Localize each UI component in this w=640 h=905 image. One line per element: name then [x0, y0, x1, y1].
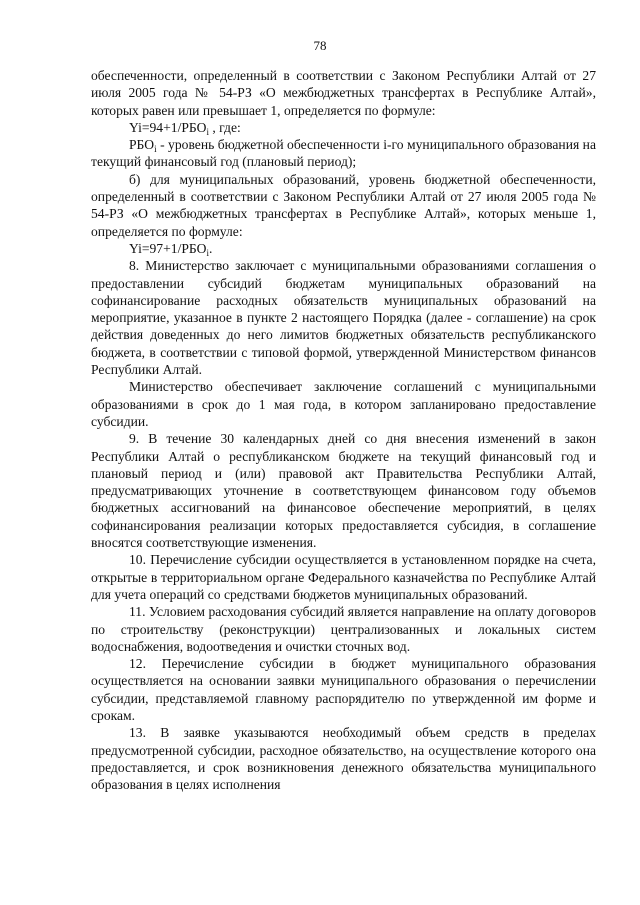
formula-high	[91, 119, 596, 136]
paragraph-12: 12. Перечисление субсидии в бюджет муниципального образования осуществляется на основании заявки муниципального образования о перечислении субсидии, представляемой главному распорядителю по утвержденной им форме и срокам.	[91, 656, 596, 723]
paragraph-8-continued: Министерство обеспечивает заключение соглашений с муниципальными образованиями в срок до 1 мая года, в котором запланировано предоставление субсидии.	[91, 379, 596, 429]
paragraph-11: 11. Условием расходования субсидий является направление на оплату договоров по строительству (реконструкции) централизованных и локальных систем водоснабжения, водоотведения и очистки сточных вод.	[91, 604, 596, 654]
document-body	[91, 67, 596, 793]
paragraph-9: 9. В течение 30 календарных дней со дня внесения изменений в закон Республики Алтай о республиканском бюджете на текущий финансовый год и плановый период и (или) правовой акт Правительства Республики Алтай, предусматривающих уточнение в соответствующем финансовом году объемов бюджетных ассигнований на финансовое обеспечение мероприятий, в целях софинансирования реализации которых предоставляется субсидия, в соглашение вносятся соответствующие изменения.	[91, 431, 596, 551]
page-number: 78	[313, 38, 327, 53]
rbo-definition-text: - уровень бюджетной обеспеченности i-го муниципального образования на текущий финансовый год (плановый период);	[91, 137, 596, 170]
rbo-subscript: i	[154, 144, 157, 155]
formula-low	[91, 240, 596, 257]
formula-high-suffix: , где:	[208, 119, 241, 135]
formula-low-subscript: i	[206, 247, 209, 258]
paragraph-8: 8. Министерство заключает с муниципальными образованиями соглашения о предоставлении субсидий бюджетам муниципальных образований на софинансирование расходных обязательств муниципальных образований на мероприятие, указанное в пункте 2 настоящего Порядка (далее - соглашение) на срок действия доведенных до него лимитов бюджетных обязательств республиканского бюджета, в соответствии с типовой формой, утвержденной Министерством финансов Республики Алтай.	[91, 258, 596, 378]
paragraph-subitem-b: б) для муниципальных образований, уровень бюджетной обеспеченности, определенный в соответствии с Законом Республики Алтай от 27 июля 2005 года № 54-РЗ «О межбюджетных трансфертах в Республике Алтай», которых меньше 1, определяется по формуле:	[91, 171, 596, 239]
formula-low-suffix: .	[208, 240, 213, 256]
formula-high-text: Yi=94+1/РБО	[129, 119, 207, 135]
paragraph-13: 13. В заявке указываются необходимый объем средств в пределах предусмотренной субсидии, расходное обязательство, на осуществление которого она предоставляется, и срок возникновения денежного обязательства муниципального образования в целях исполнения	[91, 725, 596, 793]
formula-high-subscript: i	[206, 126, 209, 137]
paragraph-rbo-definition	[91, 136, 596, 171]
paragraph-continuation: обеспеченности, определенный в соответствии с Законом Республики Алтай от 27 июля 2005 года № 54-РЗ «О межбюджетных трансфертах в Республике Алтай», которых равен или превышает 1, определяется по формуле:	[91, 68, 596, 118]
formula-low-text: Yi=97+1/РБО	[129, 240, 207, 256]
rbo-term: РБО	[129, 137, 155, 153]
paragraph-10: 10. Перечисление субсидии осуществляется в установленном порядке на счета, открытые в территориальном органе Федерального казначейства по Республике Алтай для учета операций со средствами бюджетов муниципальных образований.	[91, 552, 596, 602]
